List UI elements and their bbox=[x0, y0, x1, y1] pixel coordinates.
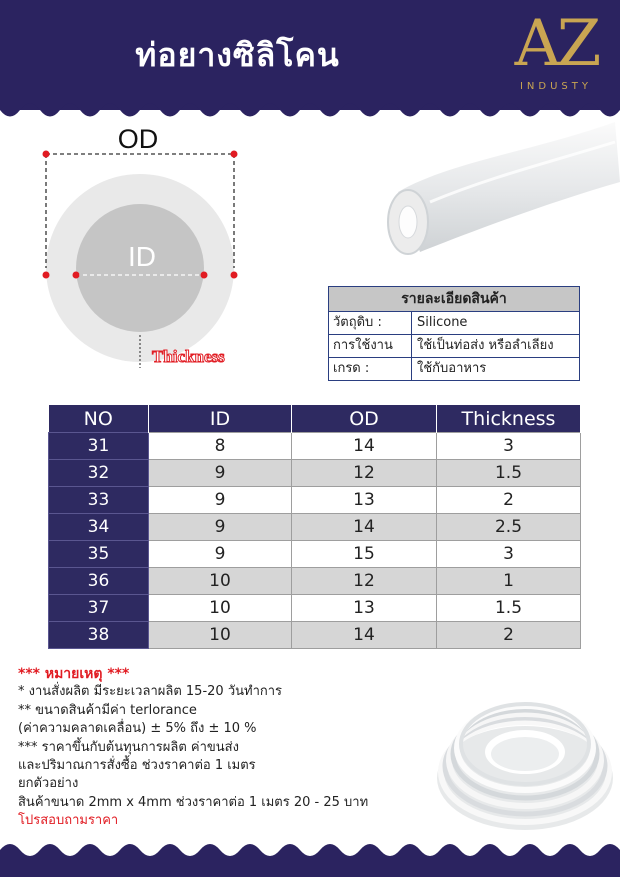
cell-od: 13 bbox=[292, 487, 437, 514]
od-marker-left-top bbox=[43, 151, 50, 158]
spec-key: วัตถุดิบ : bbox=[329, 312, 412, 334]
cell-id: 9 bbox=[149, 514, 292, 541]
note-line: *** ราคาขึ้นกับต้นทุนการผลิต ค่าขนส่ง bbox=[18, 739, 239, 755]
cell-thickness: 3 bbox=[437, 541, 581, 568]
cell-id: 10 bbox=[149, 595, 292, 622]
cell-thickness: 1.5 bbox=[437, 595, 581, 622]
cell-no: 32 bbox=[49, 460, 149, 487]
cell-no: 37 bbox=[49, 595, 149, 622]
cell-thickness: 2.5 bbox=[437, 514, 581, 541]
cell-od: 13 bbox=[292, 595, 437, 622]
cell-thickness: 3 bbox=[437, 433, 581, 460]
size-table bbox=[48, 405, 581, 649]
cell-od: 12 bbox=[292, 568, 437, 595]
id-label: ID bbox=[128, 241, 156, 272]
column-header-no: NO bbox=[49, 405, 149, 433]
cell-od: 14 bbox=[292, 622, 437, 649]
cell-od: 14 bbox=[292, 433, 437, 460]
spec-value: Silicone bbox=[417, 315, 468, 330]
notes-section bbox=[18, 665, 438, 831]
spec-value: ใช้กับอาหาร bbox=[417, 361, 487, 376]
cell-id: 9 bbox=[149, 541, 292, 568]
note-line: ** ขนาดสินค้ามีค่า terlorance bbox=[18, 702, 197, 718]
spec-key: เกรด : bbox=[329, 358, 412, 380]
page-title: ท่อยางซิลิโคน bbox=[135, 36, 340, 74]
cell-id: 9 bbox=[149, 460, 292, 487]
table-row bbox=[49, 487, 581, 514]
table-row bbox=[49, 514, 581, 541]
table-row bbox=[49, 433, 581, 460]
logo-mark: AZ bbox=[514, 7, 598, 81]
note-line: * งานสั่งผลิต มีระยะเวลาผลิต 15-20 วันทำการ bbox=[18, 684, 283, 700]
footer-wave-decoration bbox=[0, 838, 620, 877]
note-line: (ค่าความคลาดเคลื่อน) ± 5% ถึง ± 10 % bbox=[18, 721, 257, 737]
cell-no: 34 bbox=[49, 514, 149, 541]
table-row bbox=[49, 568, 581, 595]
note-line: และปริมาณการสั่งซื้อ ช่วงราคาต่อ 1 เมตร bbox=[18, 758, 256, 774]
cell-id: 10 bbox=[149, 568, 292, 595]
thickness-label: Thickness bbox=[152, 347, 225, 366]
cell-id: 9 bbox=[149, 487, 292, 514]
logo-subtitle: INDUSTY bbox=[519, 81, 592, 92]
cell-no: 38 bbox=[49, 622, 149, 649]
cell-id: 8 bbox=[149, 433, 292, 460]
note-line: สินค้าขนาด 2mm x 4mm ช่วงราคาต่อ 1 เมตร 20 - 25 บาท bbox=[18, 794, 369, 810]
column-header-od: OD bbox=[292, 405, 437, 433]
id-marker-right bbox=[201, 272, 208, 279]
notes-heading: *** หมายเหตุ *** bbox=[18, 666, 130, 682]
cell-thickness: 1.5 bbox=[437, 460, 581, 487]
note-line: ยกตัวอย่าง bbox=[18, 776, 79, 792]
cell-no: 35 bbox=[49, 541, 149, 568]
spec-row bbox=[329, 358, 579, 380]
cell-id: 10 bbox=[149, 622, 292, 649]
spec-row bbox=[329, 312, 579, 335]
brand-logo bbox=[500, 8, 612, 100]
tube-coil-image bbox=[430, 680, 620, 840]
od-marker-right bbox=[231, 272, 238, 279]
table-row bbox=[49, 622, 581, 649]
silicone-tube-image bbox=[380, 122, 620, 292]
table-row bbox=[49, 541, 581, 568]
spec-key: การใช้งาน bbox=[329, 335, 412, 357]
cell-thickness: 2 bbox=[437, 487, 581, 514]
spec-row bbox=[329, 335, 579, 358]
cell-od: 12 bbox=[292, 460, 437, 487]
od-marker-right-top bbox=[231, 151, 238, 158]
od-marker-left bbox=[43, 272, 50, 279]
tube-dimension-diagram bbox=[20, 120, 320, 380]
product-details-heading: รายละเอียดสินค้า bbox=[329, 287, 579, 312]
notes-closing: โปรสอบถามราคา bbox=[18, 813, 119, 829]
cell-od: 14 bbox=[292, 514, 437, 541]
id-marker-left bbox=[73, 272, 80, 279]
column-header-id: ID bbox=[149, 405, 292, 433]
table-header-row bbox=[49, 405, 581, 433]
od-label: OD bbox=[117, 124, 159, 154]
column-header-thickness: Thickness bbox=[437, 405, 581, 433]
cell-thickness: 1 bbox=[437, 568, 581, 595]
cell-no: 36 bbox=[49, 568, 149, 595]
cell-thickness: 2 bbox=[437, 622, 581, 649]
spec-value: ใช้เป็นท่อส่ง หรือลำเลียง bbox=[417, 338, 554, 353]
table-row bbox=[49, 595, 581, 622]
table-row bbox=[49, 460, 581, 487]
cell-od: 15 bbox=[292, 541, 437, 568]
product-details-box bbox=[328, 286, 580, 381]
cell-no: 31 bbox=[49, 433, 149, 460]
cell-no: 33 bbox=[49, 487, 149, 514]
